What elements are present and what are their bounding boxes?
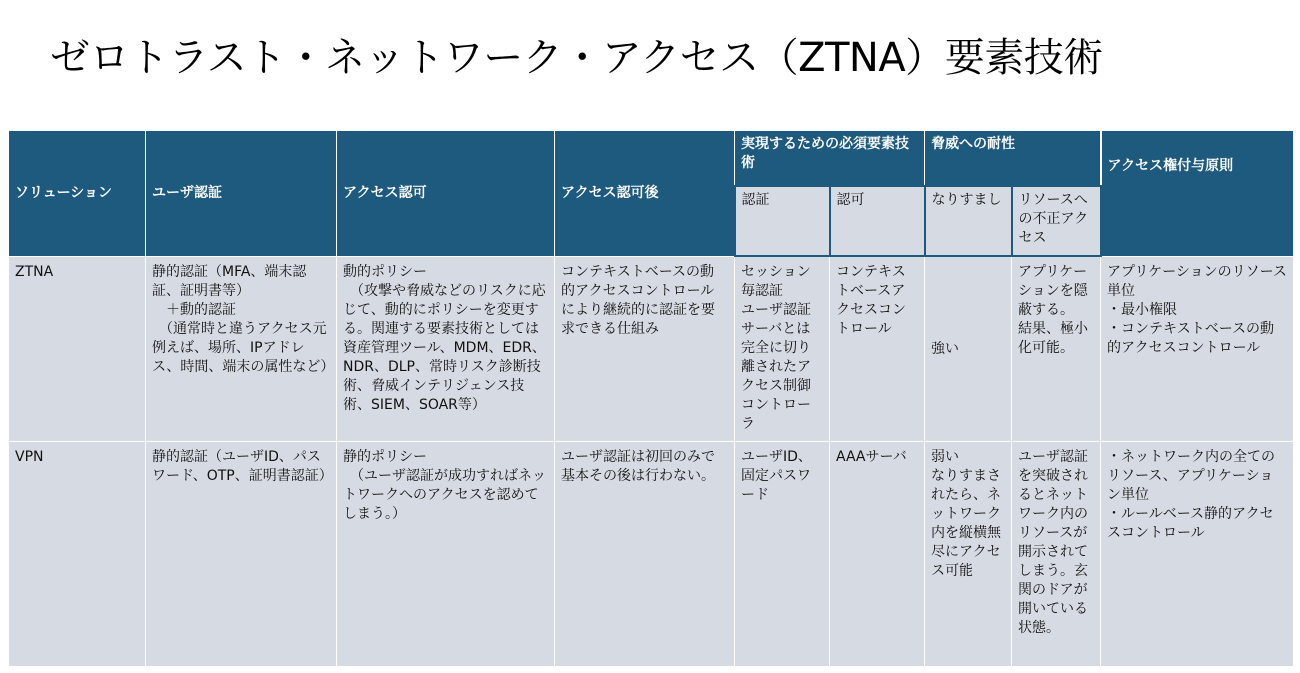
cell-unauthorized-access: ユーザ認証を突破されるとネットワーク内のリソースが開示されてしまう。玄関のドアが開いている状態。 [1012, 442, 1101, 667]
header-solution: ソリューション [9, 131, 146, 257]
cell-spoofing: 弱い なりすまされたら、ネットワーク内を縦横無尽にアクセス可能 [925, 442, 1012, 667]
cell-after-auth: コンテキストベースの動的アクセスコントロールにより継続的に認証を要求できる仕組み [555, 256, 735, 442]
ztna-comparison-table [8, 130, 1294, 667]
cell-solution: VPN [9, 442, 146, 667]
cell-solution: ZTNA [9, 256, 146, 442]
cell-user-auth: 静的認証（MFA、端末認証、証明書等） ＋動的認証 （通常時と違うアクセス元例えば、場所、IPアドレス、時間、端末の属性など） [146, 256, 337, 442]
header-user-auth: ユーザ認証 [146, 131, 337, 257]
page-title: ゼロトラスト・ネットワーク・アクセス（ZTNA）要素技術 [50, 35, 1103, 81]
cell-access-auth: 動的ポリシー （攻撃や脅威などのリスクに応じて、動的にポリシーを変更する。関連する要素技術としては資産管理ツール、MDM、EDR、NDR、DLP、常時リスク診断技術、脅威インテリジェンス技術、SIEM、SOAR等） [337, 256, 555, 442]
cell-required-authz: コンテキストベースアクセスコントロール [830, 256, 925, 442]
cell-user-auth: 静的認証（ユーザID、パスワード、OTP、証明書認証） [146, 442, 337, 667]
header-required-auth: 認証 [735, 186, 830, 256]
header-unauthorized-access: リソースへの不正アクセス [1012, 186, 1101, 256]
header-principle: アクセス権付与原則 [1101, 131, 1294, 257]
cell-required-auth: セッション毎認証 ユーザ認証サーバとは完全に切り離されたアクセス制御コントローラ [735, 256, 830, 442]
cell-spoofing: 強い [925, 256, 1012, 442]
header-required-authz: 認可 [830, 186, 925, 256]
header-after-auth: アクセス認可後 [555, 131, 735, 257]
cell-principle: アプリケーションのリソース単位 ・最小権限 ・コンテキストベースの動的アクセスコントロール [1101, 256, 1294, 442]
cell-principle: ・ネットワーク内の全てのリソース、アプリケーション単位 ・ルールベース静的アクセスコントロール [1101, 442, 1294, 667]
cell-unauthorized-access: アプリケーションを隠蔽する。 結果、極小化可能。 [1012, 256, 1101, 442]
header-access-auth: アクセス認可 [337, 131, 555, 257]
table-row [9, 442, 1294, 667]
header-required-tech: 実現するための必須要素技術 [735, 131, 925, 187]
header-threat-resistance: 脅威への耐性 [925, 131, 1101, 187]
cell-access-auth: 静的ポリシー （ユーザ認証が成功すればネットワークへのアクセスを認めてしまう。） [337, 442, 555, 667]
table-row [9, 256, 1294, 442]
cell-required-auth: ユーザID、固定パスワード [735, 442, 830, 667]
cell-after-auth: ユーザ認証は初回のみで基本その後は行わない。 [555, 442, 735, 667]
cell-required-authz: AAAサーバ [830, 442, 925, 667]
header-spoofing: なりすまし [925, 186, 1012, 256]
